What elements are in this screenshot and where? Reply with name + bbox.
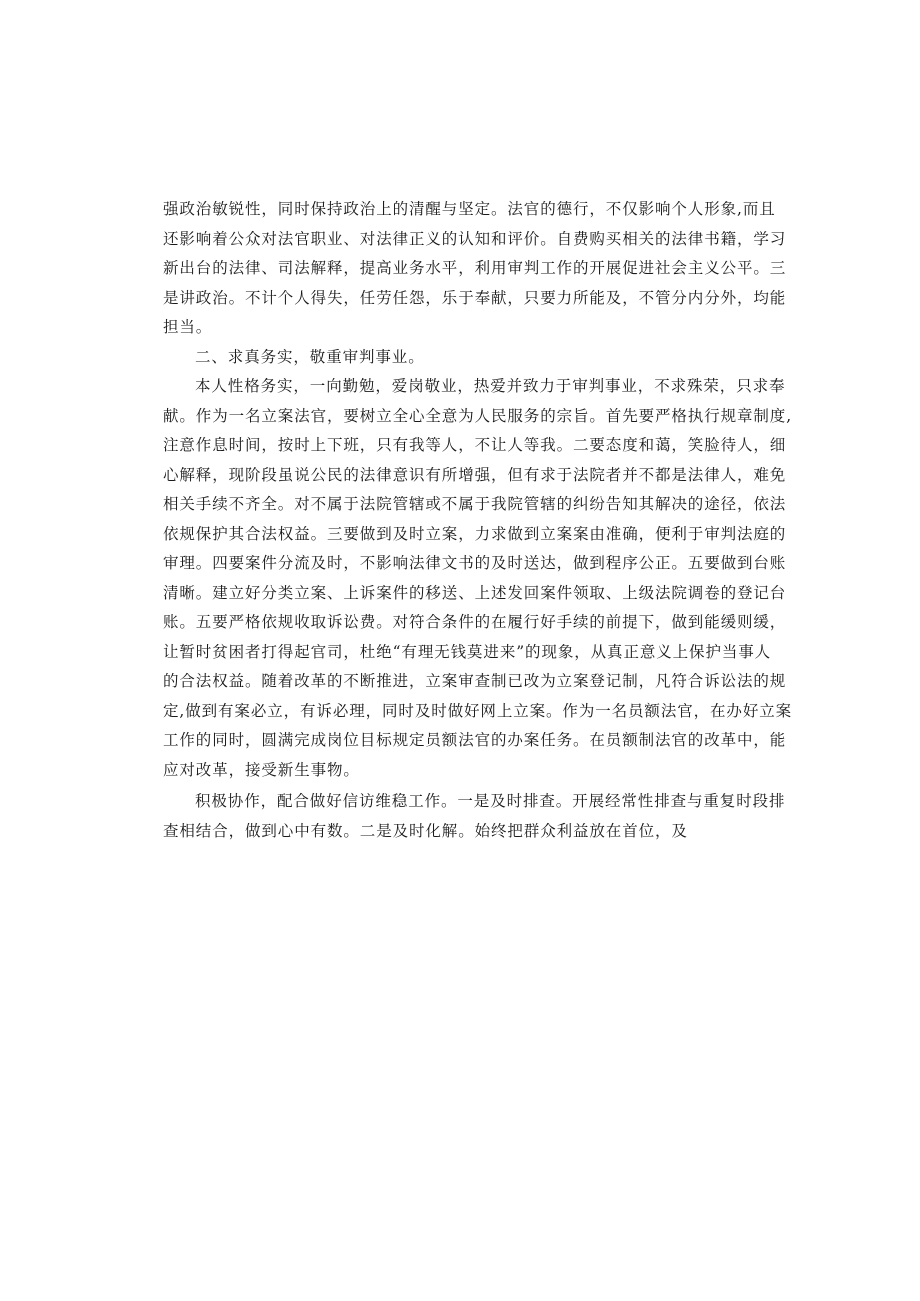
text-line: 查相结合，做到心中有数。二是及时化解。始终把群众利益放在首位，及 — [163, 821, 688, 840]
text-line: 还影响着公众对法官职业、对法律正义的认知和评价。自费购买相关的法律书籍，学习 — [163, 229, 787, 248]
document-body — [163, 195, 793, 846]
text-line: 审理。四要案件分流及时，不影响法律文书的及时送达，做到程序公正。五要做到台账 — [163, 554, 787, 572]
text-line: 定,做到有案必立，有诉必理，同时及时做好网上立案。作为一名员额法官，在办好立案 — [163, 701, 793, 720]
text-line: 担当。 — [163, 318, 213, 336]
text-line: 本人性格务实，一向勤勉，爱岗敬业，热爱并致力于审判事业，不求殊荣，只求奉 — [195, 377, 786, 395]
text-line: 相关手续不齐全。对不属于法院管辖或不属于我院管辖的纠纷告知其解决的途径，依法 — [163, 495, 787, 513]
section-heading — [163, 343, 758, 373]
text-line: 注意作息时间，按时上下班，只有我等人，不让人等我。二要态度和蔼，笑脸待人，细 — [163, 436, 787, 454]
paragraph-1 — [163, 195, 787, 343]
text-line: 心解释，现阶段虽说公民的法律意识有所增强，但有求于法院者并不都是法律人，难免 — [163, 465, 787, 484]
paragraph-2 — [163, 372, 793, 785]
text-line: 依规保护其合法权益。三要做到及时立案，力求做到立案案由准确，便利于审判法庭的 — [163, 524, 787, 543]
text-line: 工作的同时，圆满完成岗位目标规定员额法官的办案任务。在员额制法官的改革中，能 — [163, 731, 787, 749]
text-line: 的合法权益。随着改革的不断推进，立案审查制已改为立案登记制，凡符合诉讼法的规 — [163, 672, 787, 690]
heading-text: 二、求真务实，敬重审判事业。 — [195, 347, 425, 366]
paragraph-3 — [163, 787, 786, 846]
text-line: 让暂时贫困者打得起官司，杜绝“有理无钱莫进来”的现象，从真正意义上保护当事人 — [163, 642, 772, 661]
text-line: 强政治敏锐性，同时保持政治上的清醒与坚定。法官的德行，不仅影响个人形象,而且 — [163, 200, 776, 218]
text-line: 新出台的法律、司法解释，提高业务水平，利用审判工作的开展促进社会主义公平。三 — [163, 259, 787, 277]
text-line: 是讲政治。不计个人得失，任劳任怨，乐于奉献，只要力所能及，不管分内分外，均能 — [163, 288, 787, 307]
text-line: 账。五要严格依规收取诉讼费。对符合条件的在履行好手续的前提下，做到能缓则缓， — [163, 613, 787, 631]
text-line: 积极协作，配合做好信访维稳工作。一是及时排查。开展经常性排查与重复时段排 — [195, 792, 786, 810]
text-line: 应对改革，接受新生事物。 — [163, 760, 360, 779]
text-line: 献。作为一名立案法官，要树立全心全意为人民服务的宗旨。首先要严格执行规章制度, — [163, 406, 793, 425]
text-line: 清晰。建立好分类立案、上诉案件的移送、上述发回案件领取、上级法院调卷的登记台 — [163, 583, 787, 602]
